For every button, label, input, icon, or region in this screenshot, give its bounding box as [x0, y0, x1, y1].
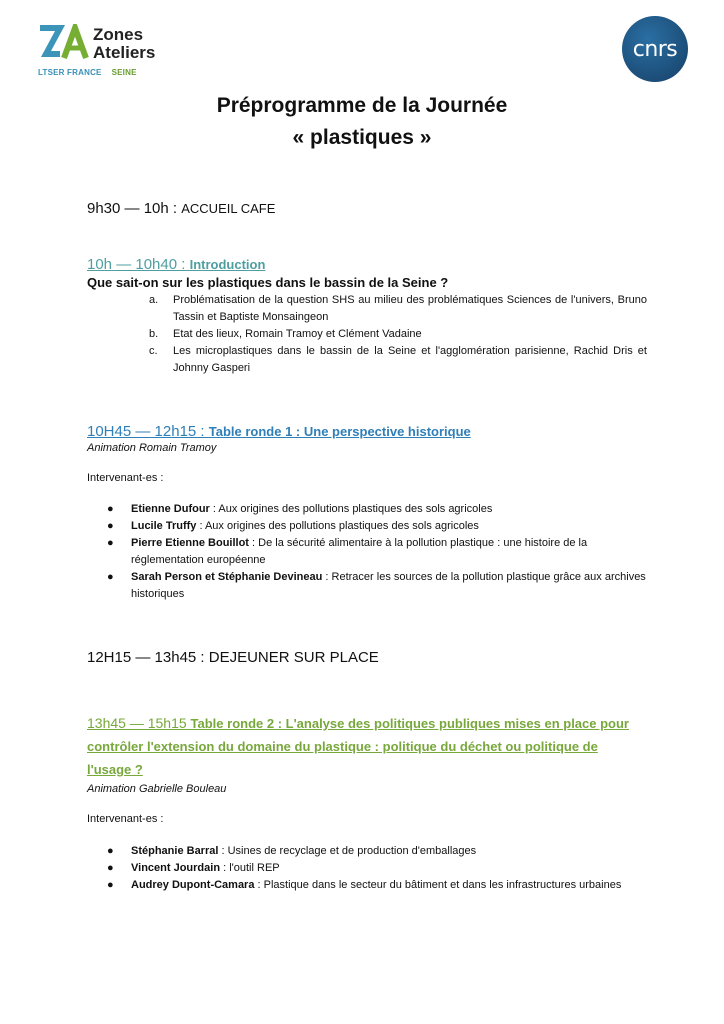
table1-time: 10H45 — 12h15 : — [87, 423, 209, 440]
list-item: ● Sarah Person et Stéphanie Devineau : Retracer les sources de la pollution plastique grâce aux archives historiques — [107, 571, 646, 600]
za-sub-left: LTSER FRANCE — [38, 68, 102, 77]
table1-animation: Animation Romain Tramoy — [87, 442, 217, 454]
page-title — [0, 90, 724, 154]
table2-time: 13h45 — 15h15 — [87, 715, 191, 731]
intro-list — [87, 292, 647, 377]
table2-label: Table ronde 2 : L'analyse des politiques publiques mises en place pour contrôler l'extension du domaine du plastique : politique du déchet ou politique de l'usage ? — [87, 716, 629, 777]
za-name — [93, 26, 155, 62]
intro-heading — [87, 256, 647, 273]
table1-speaker-list — [87, 501, 647, 603]
intro-time: 10h — 10h40 : — [87, 256, 190, 273]
list-item: ● Stéphanie Barral : Usines de recyclage et de production d'emballages — [131, 843, 639, 860]
bullet-icon: ● — [107, 520, 114, 532]
accueil-time: 9h30 — 10h : — [87, 200, 182, 217]
dejeuner-line: 12H15 — 13h45 : DEJEUNER SUR PLACE — [87, 649, 379, 666]
bullet-icon: ● — [107, 571, 114, 583]
table1-label: Table ronde 1 : Une perspective historique — [208, 424, 471, 439]
zones-ateliers-logo — [38, 24, 178, 80]
cnrs-logo-text: cnrs — [632, 36, 678, 62]
za-name-line2: Ateliers — [93, 43, 156, 62]
accueil-label: ACCUEIL CAFE — [181, 201, 276, 216]
table2-speaker-list — [87, 843, 639, 894]
list-item: b. Etat des lieux, Romain Tramoy et Clément Vadaine — [149, 328, 422, 340]
table-ronde-2-section — [87, 712, 639, 894]
table-ronde-1-section — [87, 423, 647, 603]
intro-label: Introduction — [189, 257, 266, 272]
accueil-line — [87, 200, 647, 217]
za-mark-icon — [38, 24, 90, 64]
za-sub-right: SEINE — [111, 68, 137, 77]
cnrs-logo — [622, 16, 688, 82]
list-item: ● Pierre Etienne Bouillot : De la sécurité alimentaire à la pollution plastique : une histoire de la réglementation européenne — [107, 537, 588, 566]
list-item: c. Les microplastiques dans le bassin de la Seine et l'agglomération parisienne, Rachid Dris et Johnny Gasperi — [149, 345, 647, 374]
bullet-icon: ● — [107, 537, 114, 549]
table2-heading — [87, 712, 639, 781]
list-item: ● Vincent Jourdain : l'outil REP — [131, 860, 639, 877]
table2-intervenants: Intervenant-es : — [87, 813, 164, 825]
bullet-icon: ● — [107, 862, 114, 874]
za-name-line1: Zones — [93, 25, 144, 44]
table1-intervenants: Intervenant-es : — [87, 472, 164, 484]
bullet-icon: ● — [107, 503, 114, 515]
table1-heading — [87, 423, 647, 440]
list-item: ● Audrey Dupont-Camara : Plastique dans le secteur du bâtiment et dans les infrastructures urbaines — [131, 877, 639, 894]
intro-section — [87, 256, 647, 377]
title-line2: « plastiques » — [292, 126, 432, 149]
intro-question: Que sait-on sur les plastiques dans le bassin de la Seine ? — [87, 275, 449, 290]
bullet-icon: ● — [107, 845, 114, 857]
table2-animation: Animation Gabrielle Bouleau — [87, 783, 227, 795]
list-item: a. Problématisation de la question SHS au milieu des problématiques Sciences de l'univers, Bruno Tassin et Baptiste Monsaingeon — [149, 294, 647, 323]
list-item: ● Etienne Dufour : Aux origines des pollutions plastiques des sols agricoles — [131, 501, 647, 518]
title-line1: Préprogramme de la Journée — [216, 94, 508, 117]
bullet-icon: ● — [107, 879, 114, 891]
list-item: ● Lucile Truffy : Aux origines des pollutions plastiques des sols agricoles — [131, 518, 647, 535]
za-subtitle — [38, 68, 137, 77]
